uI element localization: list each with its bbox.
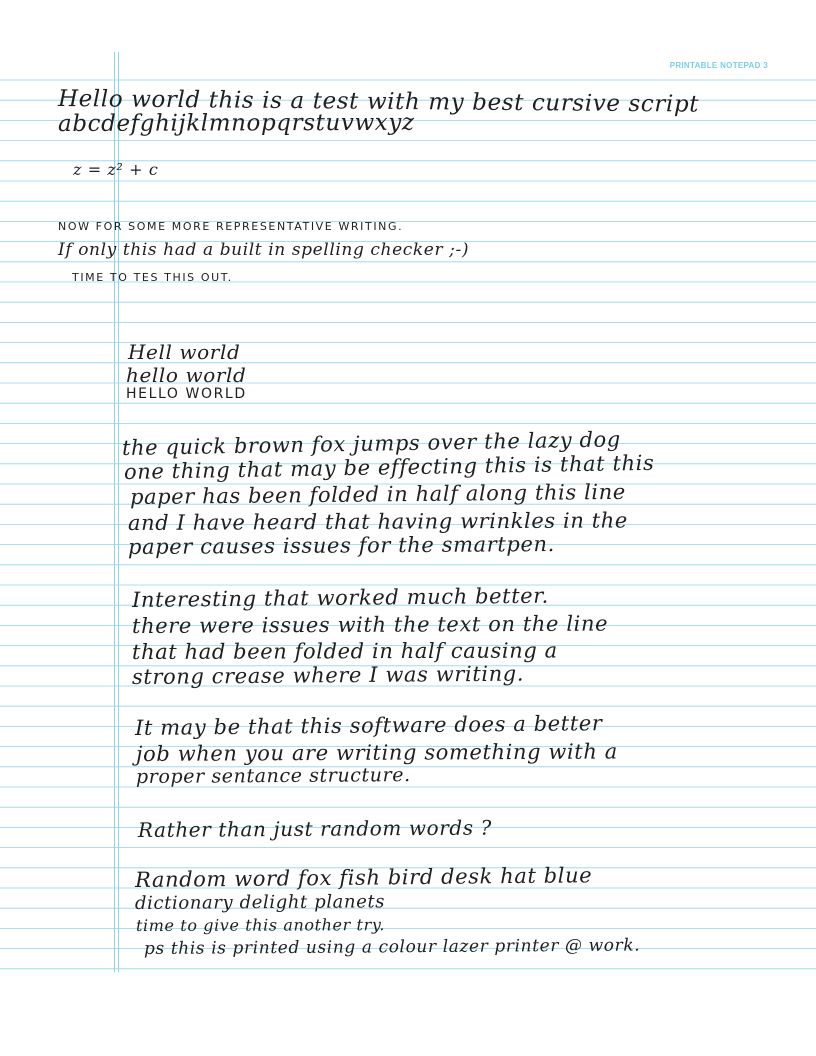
note-line: there were issues with the text on the line [131,611,609,638]
note-line: Hello world this is a test with my best cursive script [57,86,700,118]
note-line: Rather than just random words ? [137,815,493,842]
margin-line-left [114,52,115,972]
note-line: that had been folded in half causing a [131,638,558,664]
note-line: job when you are writing something with a [135,739,618,766]
note-line: hello world [126,363,247,387]
note-line: HELLO WORLD [126,386,247,402]
note-line: If only this had a built in spelling checker ;-) [58,240,470,260]
note-line: z = z² + c [73,160,159,179]
note-line: proper sentance structure. [135,764,411,788]
note-line: It may be that this software does a better [134,711,603,740]
note-line: ps this is printed using a colour lazer printer @ work. [143,935,641,959]
note-line: Hell world [128,340,241,364]
note-line: dictionary delight planets [134,891,386,914]
note-line: paper causes issues for the smartpen. [127,532,555,559]
note-line: and I have heard that having wrinkles in the [127,508,628,535]
margin-line-right [118,52,119,972]
note-line: NOW FOR SOME MORE REPRESENTATIVE WRITING. [58,220,404,233]
note-line: one thing that may be effecting this is that this [123,450,655,484]
brand-label: PRINTABLE NOTEPAD 3 [669,61,768,70]
note-line: strong crease where I was writing. [131,661,525,689]
note-line: time to give this another try. [135,915,386,935]
note-line: paper has been folded in half along this line [129,479,626,509]
note-line: Random word fox fish bird desk hat blue [134,863,593,892]
note-line: abcdefghijklmnopqrstuvwxyz [57,109,415,137]
note-line: Interesting that worked much better. [131,583,549,612]
note-line: TIME TO TES THIS OUT. [72,271,233,284]
note-line: the quick brown fox jumps over the lazy dog [121,427,622,460]
